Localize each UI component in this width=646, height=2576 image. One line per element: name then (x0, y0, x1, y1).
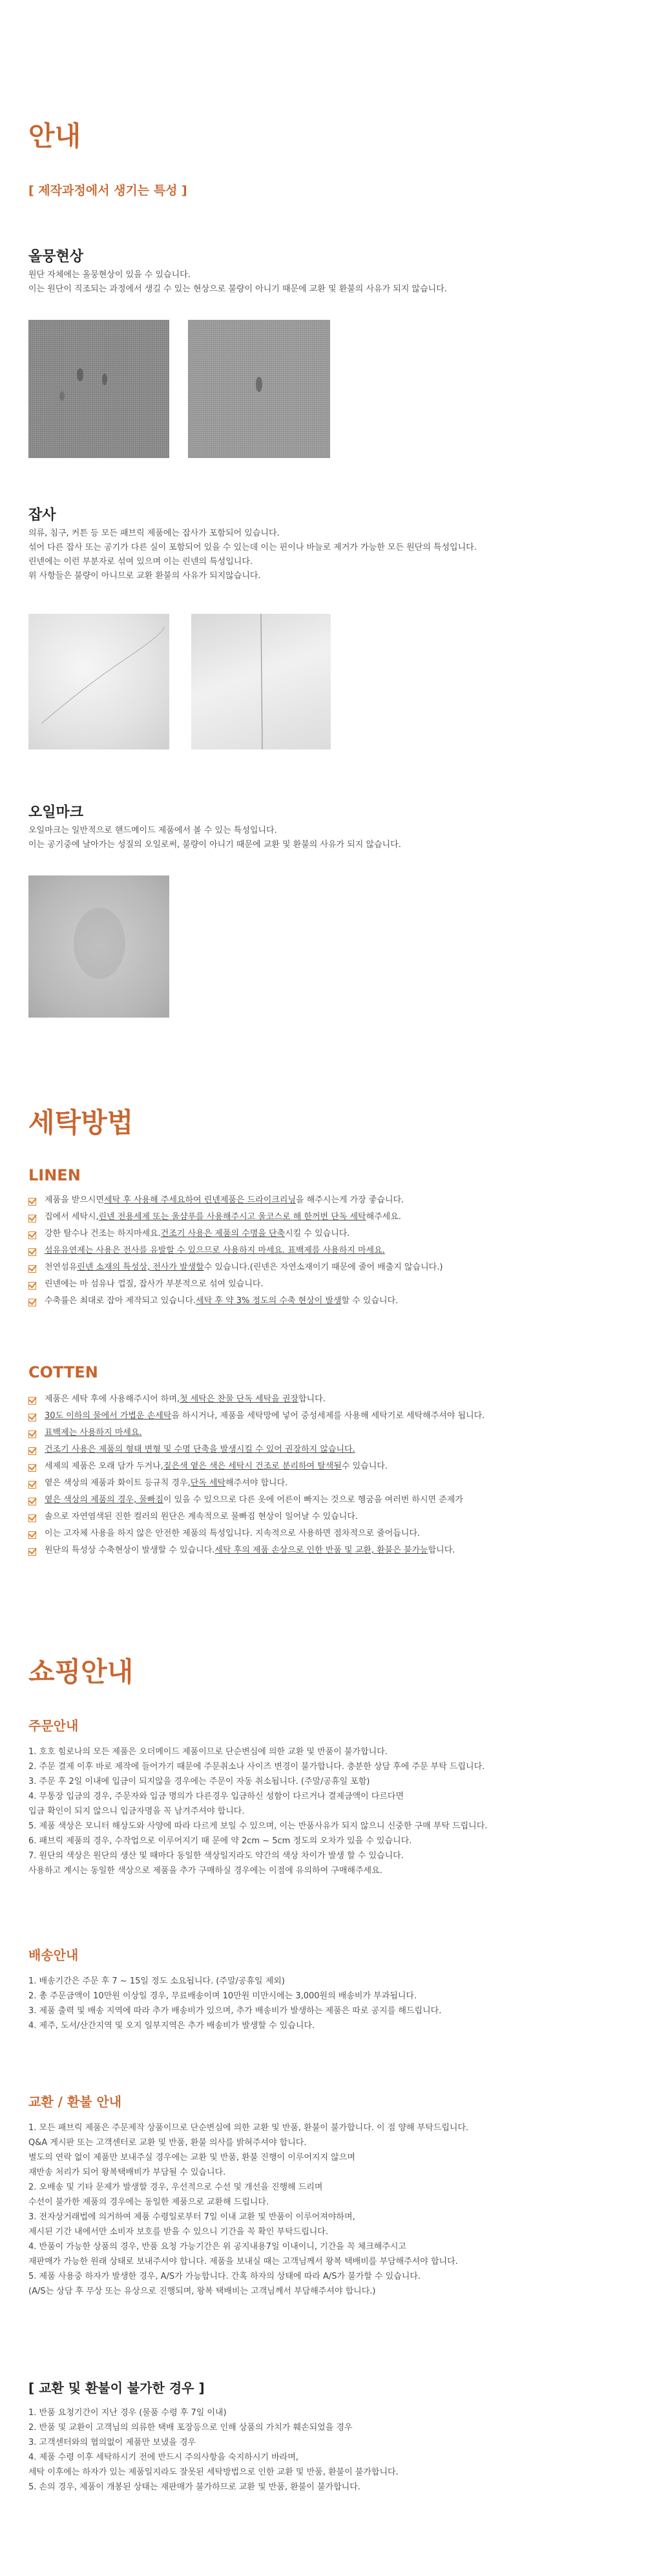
oilmark-line: 오일마크는 일반적으로 핸드메이드 제품에서 볼 수 있는 특성입니다. (28, 826, 277, 835)
impurity-line: 섞어 다른 잡사 또는 공기가 다른 실이 포함되어 있을 수 있는데 이는 핀이나 바늘로 제거가 가능한 모든 원단의 특성입니다. (28, 543, 477, 552)
cotton-item: 솔으로 자연염색된 진한 컬러의 원단은 계속적으로 물빠짐 현상이 일어날 수 있습니다. (28, 1509, 484, 1525)
impurity-line: 위 사항들은 불량이 아니므로 교환 환불의 사유가 되지않습니다. (28, 571, 261, 581)
cotton-list (28, 1391, 484, 1559)
check-icon (28, 1480, 37, 1488)
linen-item: 섬유유연제는 사용은 전사를 유발할 수 있으므로 사용하지 마세요. 표백제를 사용하지 마세요. (28, 1242, 443, 1259)
slub-mark-overlay (188, 320, 330, 458)
not-allowed-title: [ 교환 및 환불이 불가한 경우 ] (28, 2380, 205, 2396)
check-icon (28, 1281, 37, 1289)
delivery-text (28, 1974, 441, 2033)
oil-stain-overlay (28, 875, 169, 1018)
impurity-line: 린넨에는 이런 부분자로 섞여 있으며 이는 린넨의 특성입니다. (28, 557, 253, 567)
order-line: 7. 원단의 색상은 원단의 생산 및 때마다 동일한 색상일지라도 약간의 색상 차이가 발생 할 수 있습니다. (28, 1851, 404, 1861)
oilmark-text (28, 824, 401, 852)
check-icon (28, 1412, 37, 1421)
not-allowed-line: 2. 반품 및 교환이 고객님의 의류한 택배 포장등으로 인해 상품의 가치가 훼손되었을 경우 (28, 2423, 353, 2433)
exchange-line: 재판매가 가능한 원래 상태로 보내주셔야 합니다. 제품을 보내실 때는 고객님께서 왕복 택배비를 부담해주셔야 합니다. (28, 2257, 458, 2267)
impurity-title: 잡사 (28, 507, 56, 523)
washing-title: 세탁방법 (28, 1107, 134, 1138)
check-icon (28, 1463, 37, 1471)
check-icon (28, 1247, 37, 1255)
exchange-line: (A/S는 상담 후 무상 또는 유상으로 진행되며, 왕복 택배비는 고객님께서 부담해주셔야 합니다.) (28, 2287, 376, 2296)
slub-photo-1 (28, 320, 169, 458)
exchange-line: 수선이 불가한 제품의 경우에는 동일한 제품으로 교환해 드립니다. (28, 2197, 269, 2207)
cotton-item: 원단의 특성상 수축현상이 발생할 수 있습니다. 세탁 후의 제품 손상으로 인한 반품 및 교환, 환불은 불가능 합니다. (28, 1542, 484, 1559)
exchange-line: 3. 전자상거래법에 의거하여 제품 수령일로부터 7일 이내 교환 및 반품이 이루어져야하며, (28, 2212, 355, 2222)
order-text (28, 1744, 487, 1878)
linen-item: 린넨에는 마 섬유나 껍질, 잡사가 부분적으로 섞여 있습니다. (28, 1276, 443, 1293)
impurity-photo-2 (191, 614, 331, 749)
check-icon (28, 1230, 37, 1239)
check-icon (28, 1446, 37, 1454)
cotton-item: 이는 고자체 사용을 하지 않은 안전한 제품의 특성입니다. 지속적으로 사용하면 점차적으로 줄어듭니다. (28, 1525, 484, 1542)
order-line: 1. 호호 힘로나의 모든 제품은 오더메이드 제품이므로 단순변심에 의한 교환 및 반품이 불가합니다. (28, 1747, 388, 1757)
delivery-line: 2. 총 주문금액이 10만원 이상일 경우, 무료배송이며 10만원 미만시에는 3,000원의 배송비가 부과됩니다. (28, 1991, 417, 2001)
thread-overlay (191, 614, 331, 749)
check-icon (28, 1197, 37, 1205)
order-line: 4. 무통장 입금의 경우, 주문자와 입금 명의가 다른경우 입금하신 성함이 다르거나 결제금액이 다르다면 (28, 1792, 404, 1801)
delivery-line: 4. 제주, 도서/산간지역 및 오지 일부지역은 추가 배송비가 발생할 수 있습니다. (28, 2021, 315, 2031)
slub-line: 이는 원단이 직조되는 과정에서 생길 수 있는 현상으로 불량이 아니기 때문에 교환 및 환불의 사유가 되지 않습니다. (28, 284, 447, 294)
linen-item: 집에서 세탁시, 린넨 전용세제 또는 울샴푸를 사용해주시고 울코스로 해 한꺼번 단독 세탁 해주세요. (28, 1209, 443, 1226)
not-allowed-line: 5. 손의 경우, 제품이 개봉된 상태는 재판매가 불가하므로 교환 및 반품, 환불이 불가합니다. (28, 2482, 360, 2492)
oilmark-title: 오일마크 (28, 804, 84, 821)
check-icon (28, 1297, 37, 1306)
guide-title: 안내 (28, 120, 81, 152)
exchange-text (28, 2120, 468, 2299)
order-line: 사용하고 계시는 동일한 색상으로 제품을 추가 구매하실 경우에는 이점에 유의하여 구매해주세요. (28, 1866, 382, 1876)
check-icon (28, 1547, 37, 1555)
cotton-item: 건조기 사용은 제품의 형태 변형 및 수명 단축을 발생시킬 수 있어 권장하지 않습니다. (28, 1441, 484, 1458)
cotton-item: 옅은 색상의 제품의 경우, 물빠짐 이 있을 수 있으므로 다른 옷에 어른이 빠지는 것으로 헹굼을 여러번 하시면 준제가 (28, 1492, 484, 1509)
exchange-line: 2. 오배송 및 기타 문제가 발생할 경우, 우선적으로 수선 및 개선을 진행해 드리며 (28, 2183, 323, 2192)
linen-item: 제품을 받으시면 세탁 후 사용해 주세요하여 린넨제품은 드라이크리닝 을 해주시는게 가장 좋습니다. (28, 1192, 443, 1209)
impurity-photo-1 (28, 614, 169, 749)
oilmark-photo (28, 875, 169, 1018)
linen-title: LINEN (28, 1166, 81, 1184)
cotton-item: 30도 이하의 물에서 가볍운 손세탁 을 하시거나, 제품을 세탁망에 넣어 중성세제를 사용해 세탁기로 세탁해주셔야 됩니다. (28, 1408, 484, 1425)
linen-item: 천연섬유 린넨 소재의 특성상, 전사가 발생할 수 있습니다.(린넨은 자연소재이기 때문에 줄어 배출지 않습니다.) (28, 1259, 443, 1276)
not-allowed-line: 4. 제품 수령 이후 세탁하시기 전에 반드시 주의사항을 숙지하시기 바라며, (28, 2453, 298, 2462)
order-line: 3. 주문 후 2일 이내에 입금이 되지않을 경우에는 주문이 자동 취소됩니다. (주말/공휴일 포함) (28, 1777, 370, 1786)
delivery-line: 3. 제품 출력 및 배송 지역에 따라 추가 배송비가 있으며, 추가 배송비가 발생하는 제품은 따로 공지를 해드립니다. (28, 2006, 442, 2016)
delivery-line: 1. 배송기간은 주문 후 7 ~ 15일 정도 소요됩니다. (주말/공휴일 제외) (28, 1976, 285, 1986)
check-icon (28, 1396, 37, 1404)
not-allowed-line: 1. 반품 요청기간이 지난 경우 (물품 수령 후 7일 이내) (28, 2408, 227, 2418)
check-icon (28, 1530, 37, 1538)
not-allowed-line: 세탁 이후에는 하자가 있는 제품일지라도 잘못된 세탁방법으로 인한 교환 및 반품, 환불이 불가합니다. (28, 2467, 399, 2477)
cotton-item: 표백제는 사용하지 마세요. (28, 1425, 484, 1441)
order-title: 주문안내 (28, 1718, 79, 1733)
order-line: 입금 확인이 되지 않으니 입금자명을 꼭 남겨주셔야 합니다. (28, 1806, 245, 1816)
cotton-item: 옅은 색상의 제품과 화이트 등규칙 경우, 단독 세탁 해주셔야 합니다. (28, 1475, 484, 1492)
order-line: 2. 주문 결제 이후 바로 제작에 들어가기 때문에 주문취소나 사이즈 변경이 불가합니다. 충분한 상담 후에 주문 부탁 드립니다. (28, 1762, 485, 1772)
slub-mark-overlay (28, 320, 169, 458)
exchange-line: Q&A 게시판 또는 고객센터로 교환 및 반품, 환불 의사를 밝혀주셔야 합니다. (28, 2138, 307, 2148)
slub-title: 올뭉현상 (28, 249, 84, 265)
order-line: 5. 제품 색상은 모니터 해상도와 사양에 따라 다르게 보일 수 있으며, 이는 반품사유가 되지 않으니 신중한 구매 부탁 드립니다. (28, 1821, 488, 1831)
exchange-line: 4. 반품이 가능한 상품의 경우, 반품 요청 가능기간은 위 공지내용7일 이내이니, 기간을 꼭 체크해주시고 (28, 2242, 406, 2252)
exchange-title: 교환 / 환불 안내 (28, 2094, 122, 2110)
linen-item: 수축률은 최대로 잡아 제작되고 있습니다. 세탁 후 약 3% 정도의 수축 현상이 발생 할 수 있습니다. (28, 1293, 443, 1310)
check-icon (28, 1513, 37, 1522)
cotton-item: 세제의 제품은 오래 담가 두거나, 짙은색 옅은 색은 세탁시 건조로 분리하여 탈색될 수 있습니다. (28, 1458, 484, 1475)
impurity-text (28, 527, 477, 583)
not-allowed-line: 3. 고객센터와의 협의없이 제품만 보냈을 경우 (28, 2438, 196, 2447)
check-icon (28, 1264, 37, 1272)
check-icon (28, 1429, 37, 1438)
guide-subtitle: [ 제작과정에서 생기는 특성 ] (28, 183, 187, 198)
cotton-item: 제품은 세탁 후에 사용해주시어 하며, 첫 세탁은 찬물 단독 세탁을 권장 합니다. (28, 1391, 484, 1408)
shopping-title: 쇼핑안내 (28, 1656, 134, 1688)
impurity-line: 의류, 침구, 커튼 등 모든 패브릭 제품에는 잡사가 포함되어 있습니다. (28, 529, 280, 538)
exchange-line: 제시된 기간 내에서만 소비자 보호를 받을 수 있으니 기간을 꼭 확인 부탁드립니다. (28, 2227, 329, 2237)
slub-photo-2 (188, 320, 330, 458)
check-icon (28, 1496, 37, 1505)
slub-line: 원단 자체에는 올뭉현상이 있을 수 있습니다. (28, 270, 191, 280)
delivery-title: 배송안내 (28, 1947, 79, 1963)
exchange-line: 1. 모든 패브릭 제품은 주문제작 상품이므로 단순변심에 의한 교환 및 반품, 환불이 불가합니다. 이 점 양해 부탁드립니다. (28, 2123, 469, 2133)
slub-text (28, 268, 447, 297)
thread-overlay (28, 614, 169, 749)
oilmark-line: 이는 공기중에 날아가는 성질의 오일로써, 불량이 아니기 때문에 교환 및 환불의 사유가 되지 않습니다. (28, 840, 401, 850)
linen-item: 강한 탈수나 건조는 하지마세요. 건조기 사용은 제품의 수명을 단축 시킬 수 있습니다. (28, 1226, 443, 1242)
not-allowed-text (28, 2405, 399, 2495)
cotton-title: COTTEN (28, 1363, 98, 1381)
linen-list (28, 1192, 443, 1310)
exchange-line: 별도의 연락 없이 제품만 보내주실 경우에는 교환 및 반품, 환불 진행이 이루어지지 않으며 (28, 2153, 355, 2162)
order-line: 6. 패브릭 제품의 경우, 수작업으로 이루어지기 때 문에 약 2cm ~ 5cm 정도의 오차가 있을 수 있습니다. (28, 1836, 412, 1846)
exchange-line: 재반송 처리가 되어 왕복택배비가 부담될 수 있습니다. (28, 2168, 226, 2177)
exchange-line: 5. 제품 사용중 하자가 발생한 경우, A/S가 가능합니다. 간혹 하자의 상태에 따라 A/S가 불가할 수 있습니다. (28, 2272, 421, 2281)
check-icon (28, 1213, 37, 1222)
